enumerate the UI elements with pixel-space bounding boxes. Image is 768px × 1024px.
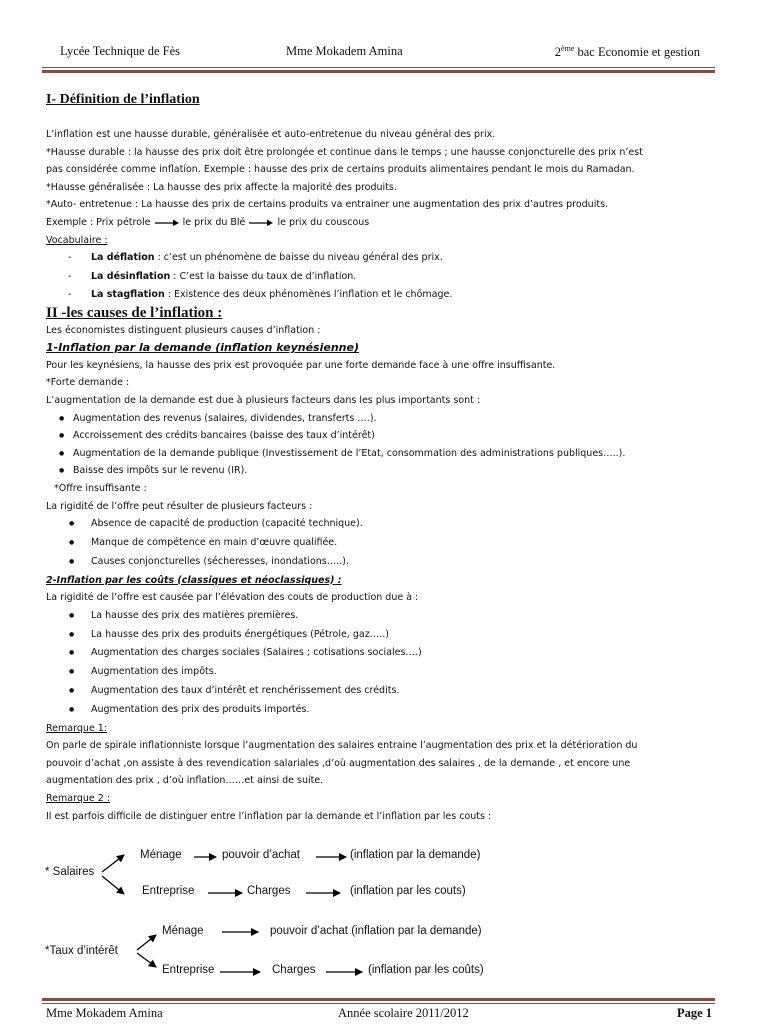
- list-item: ● Augmentation de la demande publique (Investissement de l’Etat, consommation des administrations publiques…..).: [46, 445, 716, 463]
- entreprise-node: Entreprise: [142, 885, 195, 897]
- list-item: ● Manque de compétence en main d’œuvre qualifiée.: [46, 534, 716, 553]
- definition-line: *Auto- entretenue : La hausse des prix de certains produits va entrainer une augmentation des prix d’autres produits.: [46, 199, 609, 211]
- footer-rule-thick: [42, 998, 715, 1001]
- class-label: bac Economie et gestion: [574, 45, 700, 60]
- list-item: ● Causes conjoncturelles (sécheresses, inondations…..).: [46, 553, 716, 572]
- branch-arrow-icon: [102, 876, 124, 894]
- vocab-definition: : c’est un phénomène de baisse du niveau général des prix.: [154, 252, 443, 264]
- entreprise-node: Entreprise: [162, 964, 215, 976]
- example-part: Exemple : Prix pétrole: [46, 216, 151, 228]
- remark1-line: On parle de spirale inflationniste lorsque l’augmentation des salaires entraine l’augmentation des prix et la détérioration du: [46, 740, 638, 752]
- class-superscript: ème: [561, 44, 575, 53]
- list-item: ● La hausse des prix des matières premières.: [46, 607, 716, 626]
- definition-line: L’inflation est une hausse durable, généralisée et auto-entretenue du niveau général des prix.: [46, 129, 496, 140]
- list-item: ● La hausse des prix des produits énergétiques (Pétrole, gaz…..): [46, 626, 716, 645]
- demand-definition: Pour les keynésiens, la hausse des prix est provoquée par une forte demande face à une offre insuffisante.: [46, 359, 556, 371]
- weak-supply-heading: *Offre insuffisante :: [54, 483, 147, 494]
- cost-definition: La rigidité de l’offre est causée par l’élévation des couts de production due à :: [46, 592, 419, 604]
- header-school: Lycée Technique de Fès: [60, 44, 181, 58]
- charges-node: Charges: [247, 885, 291, 897]
- vocabulary-title: Vocabulaire :: [46, 234, 108, 246]
- interest-rate-label: *Taux d’intérêt: [45, 945, 118, 957]
- subsection-demand-title: 1-Inflation par la demande (inflation keynésienne): [46, 341, 359, 355]
- header-teacher: Mme Mokadem Amina: [286, 44, 403, 58]
- strong-demand-intro: L’augmentation de la demande est due à plusieurs facteurs dans les plus importants sont :: [46, 395, 481, 407]
- purchasing-power-demand-node: pouvoir d’achat (inflation par la demande): [270, 925, 482, 937]
- definition-line: *Hausse généralisée : La hausse des prix affecte la majorité des produits.: [46, 181, 397, 193]
- subsection-cost-title: 2-Inflation par les coûts (classiques et néoclassiques) :: [46, 574, 342, 586]
- purchasing-power-node: pouvoir d’achat: [222, 849, 300, 861]
- remark1-line: augmentation des prix , d’où inflation……et ainsi de suite.: [46, 775, 324, 787]
- vocab-term: La désinflation: [91, 270, 171, 282]
- cost-inflation-node: (inflation par les coûts): [368, 964, 484, 976]
- class-number: 2: [554, 45, 562, 60]
- section1-title: I- Définition de l’inflation: [46, 92, 200, 107]
- vocab-definition: : C’est la baisse du taux de d’inflation.: [170, 270, 357, 282]
- section2-intro: Les économistes distinguent plusieurs causes d’inflation :: [46, 324, 321, 336]
- cost-inflation-node: (inflation par les couts): [350, 885, 466, 897]
- remark1-title: Remarque 1:: [46, 722, 107, 734]
- salaires-label: * Salaires: [45, 866, 95, 878]
- branch-arrow-icon: [137, 935, 156, 950]
- list-item: ● Augmentation des impôts.: [46, 663, 716, 682]
- footer-teacher: Mme Mokadem Amina: [46, 1006, 163, 1020]
- menage-node: Ménage: [162, 925, 204, 937]
- branch-arrow-icon: [137, 953, 156, 967]
- footer-rule-thin: [42, 1003, 715, 1004]
- charges-node: Charges: [272, 964, 316, 976]
- page-number: Page 1: [676, 1006, 712, 1020]
- footer-year: Année scolaire 2011/2012: [338, 1006, 469, 1020]
- list-item: ● Absence de capacité de production (capacité technique).: [46, 515, 716, 534]
- list-item: ● Augmentation des prix des produits importés.: [46, 701, 716, 720]
- demand-inflation-node: (inflation par la demande): [350, 849, 481, 861]
- weak-supply-intro: La rigidité de l’offre peut résulter de plusieurs facteurs :: [46, 500, 313, 512]
- vocab-definition: : Existence des deux phénomènes l’inflation et le chômage.: [164, 289, 453, 301]
- remark2-title: Remarque 2 :: [46, 792, 111, 804]
- list-item: ● Augmentation des taux d’intérêt et renchérissement des crédits.: [46, 682, 716, 701]
- definition-line: pas considérée comme inflation. Exemple : hausse des prix de certains produits alimentaires pendant le mois du Ramadan.: [46, 164, 635, 176]
- section2-title: II -les causes de l’inflation :: [46, 304, 223, 321]
- list-item: ● Augmentation des charges sociales (Salaires ; cotisations sociales….): [46, 644, 716, 663]
- menage-node: Ménage: [140, 849, 182, 861]
- vocab-term: La déflation: [91, 252, 155, 264]
- remark2-line: Il est parfois difficile de distinguer entre l’inflation par la demande et l’inflation par les couts :: [46, 810, 492, 822]
- branch-arrow-icon: [102, 855, 124, 872]
- list-item: ● Augmentation des revenus (salaires, dividendes, transferts ….).: [46, 410, 716, 428]
- example-part: le prix du Blé: [182, 216, 246, 228]
- strong-demand-heading: *Forte demande :: [46, 377, 130, 389]
- definition-line: *Hausse durable : la hausse des prix doit être prolongée et continue dans le temps ; une hausse conjoncturelle des prix n’est: [46, 146, 643, 158]
- remark1-line: pouvoir d’achat ,on assiste à des revendication salariales ,d’où augmentation des salaires , de la demande , et encore une: [46, 757, 631, 769]
- vocab-term: La stagflation: [91, 289, 165, 301]
- example-part: le prix du couscous: [277, 216, 370, 228]
- list-item: ● Accroissement des crédits bancaires (baisse des taux d’intérêt): [46, 427, 716, 445]
- list-item: ● Baisse des impôts sur le revenu (IR).: [46, 462, 716, 480]
